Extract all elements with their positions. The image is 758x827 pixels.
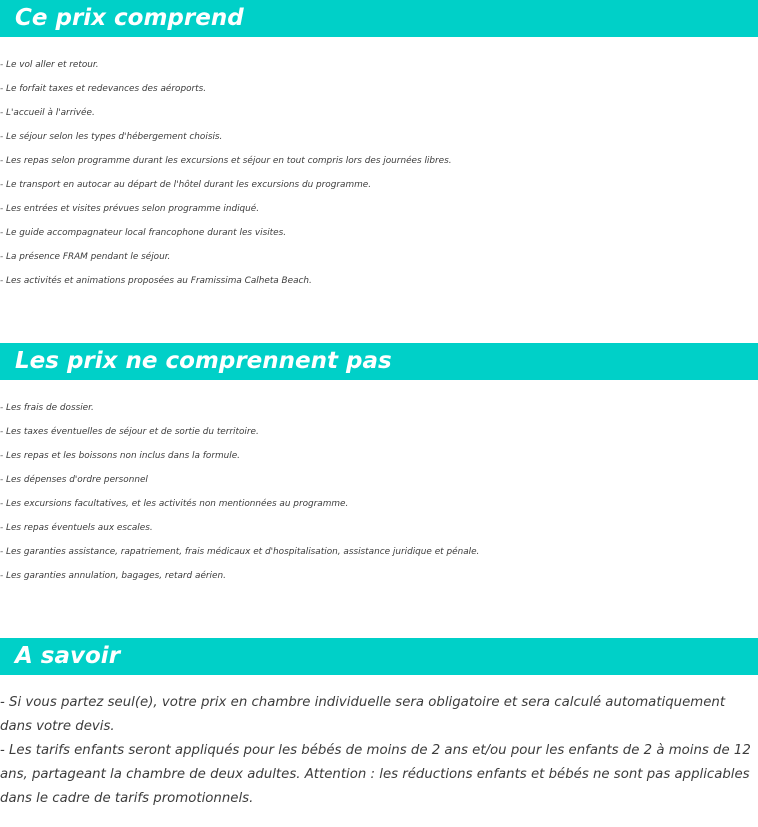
list-item: - Les repas éventuels aux escales. (0, 523, 153, 533)
list-item: - Les garanties assistance, rapatriement, frais médicaux et d'hospitalisation, assistance juridique et pénale. (0, 547, 480, 557)
list-item: - Les repas selon programme durant les excursions et séjour en tout compris lors des journées libres. (0, 156, 452, 166)
list-item: - L'accueil à l'arrivée. (0, 108, 95, 118)
list-item: - Les frais de dossier. (0, 403, 94, 413)
list-item: - Le transport en autocar au départ de l'hôtel durant les excursions du programme. (0, 180, 372, 190)
section-title-good-to-know: A savoir (15, 643, 121, 669)
section-title-excluded: Les prix ne comprennent pas (15, 348, 392, 374)
list-item: - Les dépenses d'ordre personnel (0, 475, 148, 485)
list-item: - Les tarifs enfants seront appliqués pour les bébés de moins de 2 ans et/ou pour les enfants de 2 à moins de 12 ans, partageant la chambre de deux adultes. Attention : les réductions enfants et bébés ne sont pas applicables dans le cadre de tarifs promotionnels. (0, 743, 751, 806)
list-item: - Le forfait taxes et redevances des aéroports. (0, 84, 207, 94)
list-item: - Le guide accompagnateur local francophone durant les visites. (0, 228, 287, 238)
section-header-included (0, 0, 758, 37)
included-list (0, 53, 758, 293)
good-to-know-list (0, 691, 754, 811)
list-item: - Le séjour selon les types d'hébergement choisis. (0, 132, 223, 142)
list-item: - Si vous partez seul(e), votre prix en chambre individuelle sera obligatoire et sera calculé automatiquement dans votre devis. (0, 695, 726, 734)
list-item: - Les excursions facultatives, et les activités non mentionnées au programme. (0, 499, 349, 509)
section-header-good-to-know (0, 638, 758, 675)
list-item: - Les taxes éventuelles de séjour et de sortie du territoire. (0, 427, 259, 437)
section-title-included: Ce prix comprend (15, 5, 244, 31)
list-item: - La présence FRAM pendant le séjour. (0, 252, 171, 262)
list-item: - Les entrées et visites prévues selon programme indiqué. (0, 204, 260, 214)
list-item: - Les activités et animations proposées au Framissima Calheta Beach. (0, 276, 312, 286)
list-item: - Le vol aller et retour. (0, 60, 99, 70)
excluded-list (0, 396, 758, 588)
section-header-excluded (0, 343, 758, 380)
list-item: - Les garanties annulation, bagages, retard aérien. (0, 571, 226, 581)
list-item: - Les repas et les boissons non inclus dans la formule. (0, 451, 241, 461)
